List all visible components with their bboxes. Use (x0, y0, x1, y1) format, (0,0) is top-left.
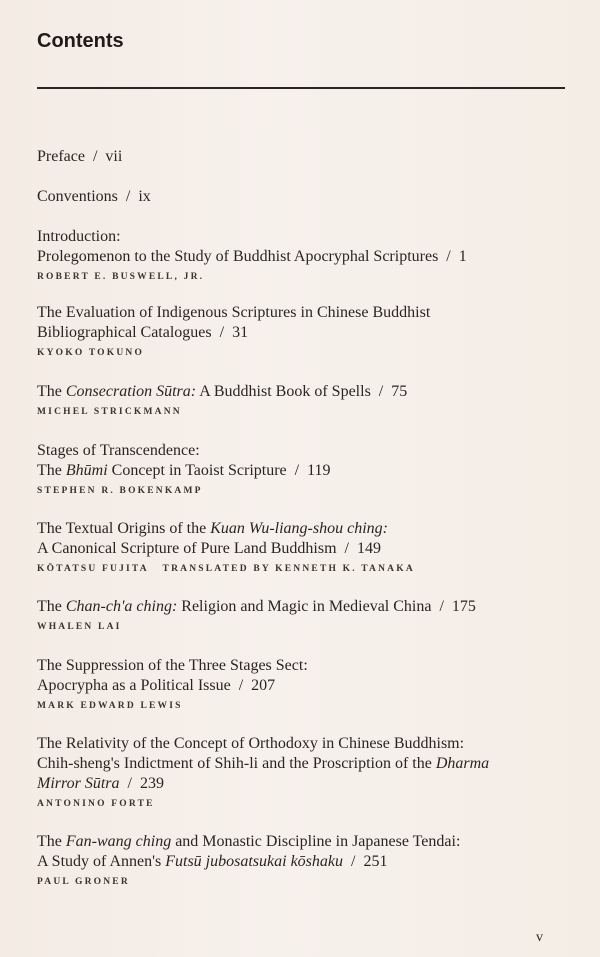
title-text: Concept in Taoist Scripture / 119 (107, 462, 331, 479)
entry-author: ROBERT E. BUSWELL, JR. (37, 272, 205, 282)
title-text: Prolegomenon to the Study of Buddhist Apocryphal Scriptures / 1 (37, 248, 467, 265)
toc-entry (37, 734, 577, 811)
entry-author: STEPHEN R. BOKENKAMP (37, 486, 203, 496)
entry-author: PAUL GRONER (37, 877, 130, 887)
title-text: / 251 (343, 853, 388, 870)
italic-title-text: Futsū jubosatsukai kōshaku (165, 853, 343, 870)
title-text: A Canonical Scripture of Pure Land Buddhism / 149 (37, 540, 381, 557)
title-text: The (37, 462, 66, 479)
entry-author: WHALEN LAI (37, 622, 122, 632)
toc-entry (37, 303, 577, 360)
entry-title-line (37, 382, 577, 402)
title-text: The Textual Origins of the (37, 520, 211, 537)
entry-author: MICHEL STRICKMANN (37, 407, 182, 417)
title-text: A Study of Annen's (37, 853, 166, 870)
title-text: Conventions / ix (37, 188, 151, 205)
title-rule (37, 87, 565, 89)
title-text: The (37, 833, 66, 850)
toc-entry (37, 441, 577, 498)
toc-entry (37, 519, 577, 576)
title-text: A Buddhist Book of Spells / 75 (196, 383, 408, 400)
entry-title-line (37, 754, 577, 774)
title-text: The Relativity of the Concept of Orthodoxy in Chinese Buddhism: (37, 735, 465, 752)
toc-entry (37, 597, 577, 634)
title-text: The (37, 598, 66, 615)
italic-title-text: Kuan Wu-liang-shou ching: (210, 520, 388, 537)
title-text: Chih-sheng's Indictment of Shih-li and the Proscription of the (37, 755, 436, 772)
title-text: Stages of Transcendence: (37, 442, 200, 459)
title-text: and Monastic Discipline in Japanese Tendai: (171, 833, 461, 850)
title-text: Apocrypha as a Political Issue / 207 (37, 677, 276, 694)
title-text: / 239 (119, 775, 164, 792)
entry-title-line (37, 461, 577, 481)
entry-title-line (37, 597, 577, 617)
italic-title-text: Chan-ch'a ching: (65, 598, 178, 615)
italic-title-text: Dharma (435, 755, 490, 772)
entry-title-line (37, 852, 577, 872)
entry-author: ANTONINO FORTE (37, 799, 155, 809)
italic-title-text: Consecration Sūtra: (65, 383, 197, 400)
italic-title-text: Fan-wang ching (65, 833, 172, 850)
entry-title-line (37, 676, 577, 696)
toc-entry (37, 832, 577, 889)
italic-title-text: Mirror Sūtra (37, 775, 120, 792)
entry-title-line (37, 247, 577, 267)
title-text: Introduction: (37, 228, 121, 245)
entry-title-line (37, 227, 577, 247)
italic-title-text: Bhūmi (65, 462, 108, 479)
title-text: The Evaluation of Indigenous Scriptures in Chinese Buddhist (37, 304, 431, 321)
entry-title-line (37, 734, 577, 754)
entry-title-line (37, 656, 577, 676)
entry-title-line (37, 323, 577, 343)
entry-title-line (37, 539, 577, 559)
entry-author: MARK EDWARD LEWIS (37, 701, 183, 711)
entry-title-line (37, 519, 577, 539)
toc-entry (37, 187, 577, 207)
title-text: The (37, 383, 66, 400)
title-text: The Suppression of the Three Stages Sect: (37, 657, 308, 674)
toc-entry (37, 656, 577, 713)
toc-entry (37, 227, 577, 284)
toc-entry (37, 147, 577, 167)
entry-author: KŌTATSU FUJITA TRANSLATED BY KENNETH K. TANAKA (37, 564, 415, 574)
entry-title-line (37, 303, 577, 323)
page-title: Contents (37, 30, 124, 52)
entry-title-line (37, 774, 577, 794)
entry-title-line (37, 147, 577, 167)
title-text: Preface / vii (37, 148, 123, 165)
entry-title-line (37, 187, 577, 207)
toc-entry (37, 382, 577, 419)
title-text: Bibliographical Catalogues / 31 (37, 324, 249, 341)
title-text: Religion and Magic in Medieval China / 175 (177, 598, 476, 615)
entry-title-line (37, 832, 577, 852)
entry-title-line (37, 441, 577, 461)
entry-author: KYOKO TOKUNO (37, 348, 145, 358)
page-number: v (536, 930, 543, 945)
